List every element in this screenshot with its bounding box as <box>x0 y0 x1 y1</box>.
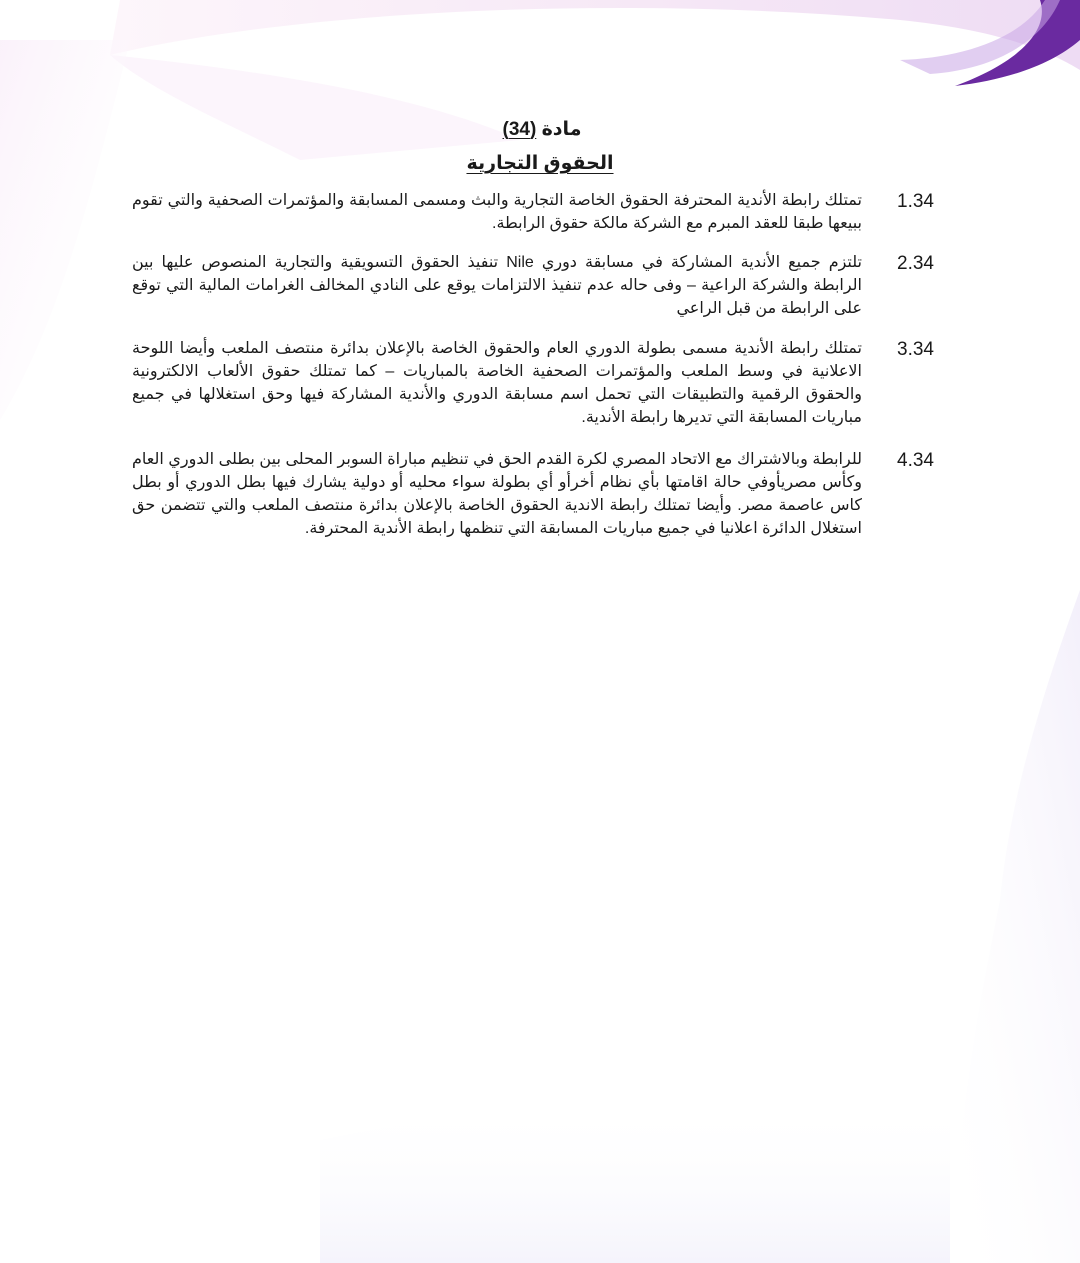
clause-number: 2.34 <box>897 253 934 274</box>
clause-2 <box>132 251 940 323</box>
article-title: الحقوق التجارية <box>466 153 614 174</box>
article-heading <box>0 116 1080 144</box>
article-heading-word: مادة <box>541 119 582 140</box>
clause-text: تمتلك رابطة الأندية المحترفة الحقوق الخاصة التجارية والبث ومسمى المسابقة والمؤتمرات الصحفية والتي تقوم ببيعها طبقا للعقد المبرم مع الشركة مالكة حقوق الرابطة. <box>132 192 862 232</box>
clause-text: للرابطة وبالاشتراك مع الاتحاد المصري لكرة القدم الحق في تنظيم مباراة السوبر المحلى بين بطلى الدوري العام وكأس مصريأوفي حالة اقامتها بأي نظام أخرأو أي بطولة سواء محليه أو دولية يشارك فيها بطل الدوري أو بطل كاس عاصمة مصر. وأيضا تمتلك رابطة الاندية الحقوق الخاصة بالإعلان بدائرة منتصف الملعب والتي تتضمن حق استغلال الدائرة اعلانيا في جميع مباريات المسابقة التي تنظمها رابطة الأندية المحترفة. <box>132 451 862 537</box>
clause-1 <box>132 189 940 237</box>
clause-3 <box>132 337 940 433</box>
clause-4 <box>132 448 940 544</box>
article-heading-number: (34) <box>502 119 537 140</box>
clause-text: تمتلك رابطة الأندية مسمى بطولة الدوري العام والحقوق الخاصة بالإعلان بدائرة منتصف الملعب وأيضا اللوحة الاعلانية في وسط الملعب والمؤتمرات الصحفية الخاصة بالمباريات – كما تمتلك حقوق الألعاب الالكترونية والحقوق الرقمية والتطبيقات التي تحمل اسم مسابقة الدوري والأندية المشاركة فيها وحق استغلالها في جميع مباريات المسابقة التي تديرها رابطة الأندية. <box>132 340 862 426</box>
clause-number: 1.34 <box>897 191 934 212</box>
clause-number: 3.34 <box>897 339 934 360</box>
clause-number: 4.34 <box>897 450 934 471</box>
clause-text: تلتزم جميع الأندية المشاركة في مسابقة دوري Nile تنفيذ الحقوق التسويقية والتجارية المنصوص عليها بين الرابطة والشركة الراعية – وفى حاله عدم تنفيذ الالتزامات يوقع على النادي المخالف الغرامات المالية التي توقع على الرابطة من قبل الراعي <box>132 254 863 317</box>
